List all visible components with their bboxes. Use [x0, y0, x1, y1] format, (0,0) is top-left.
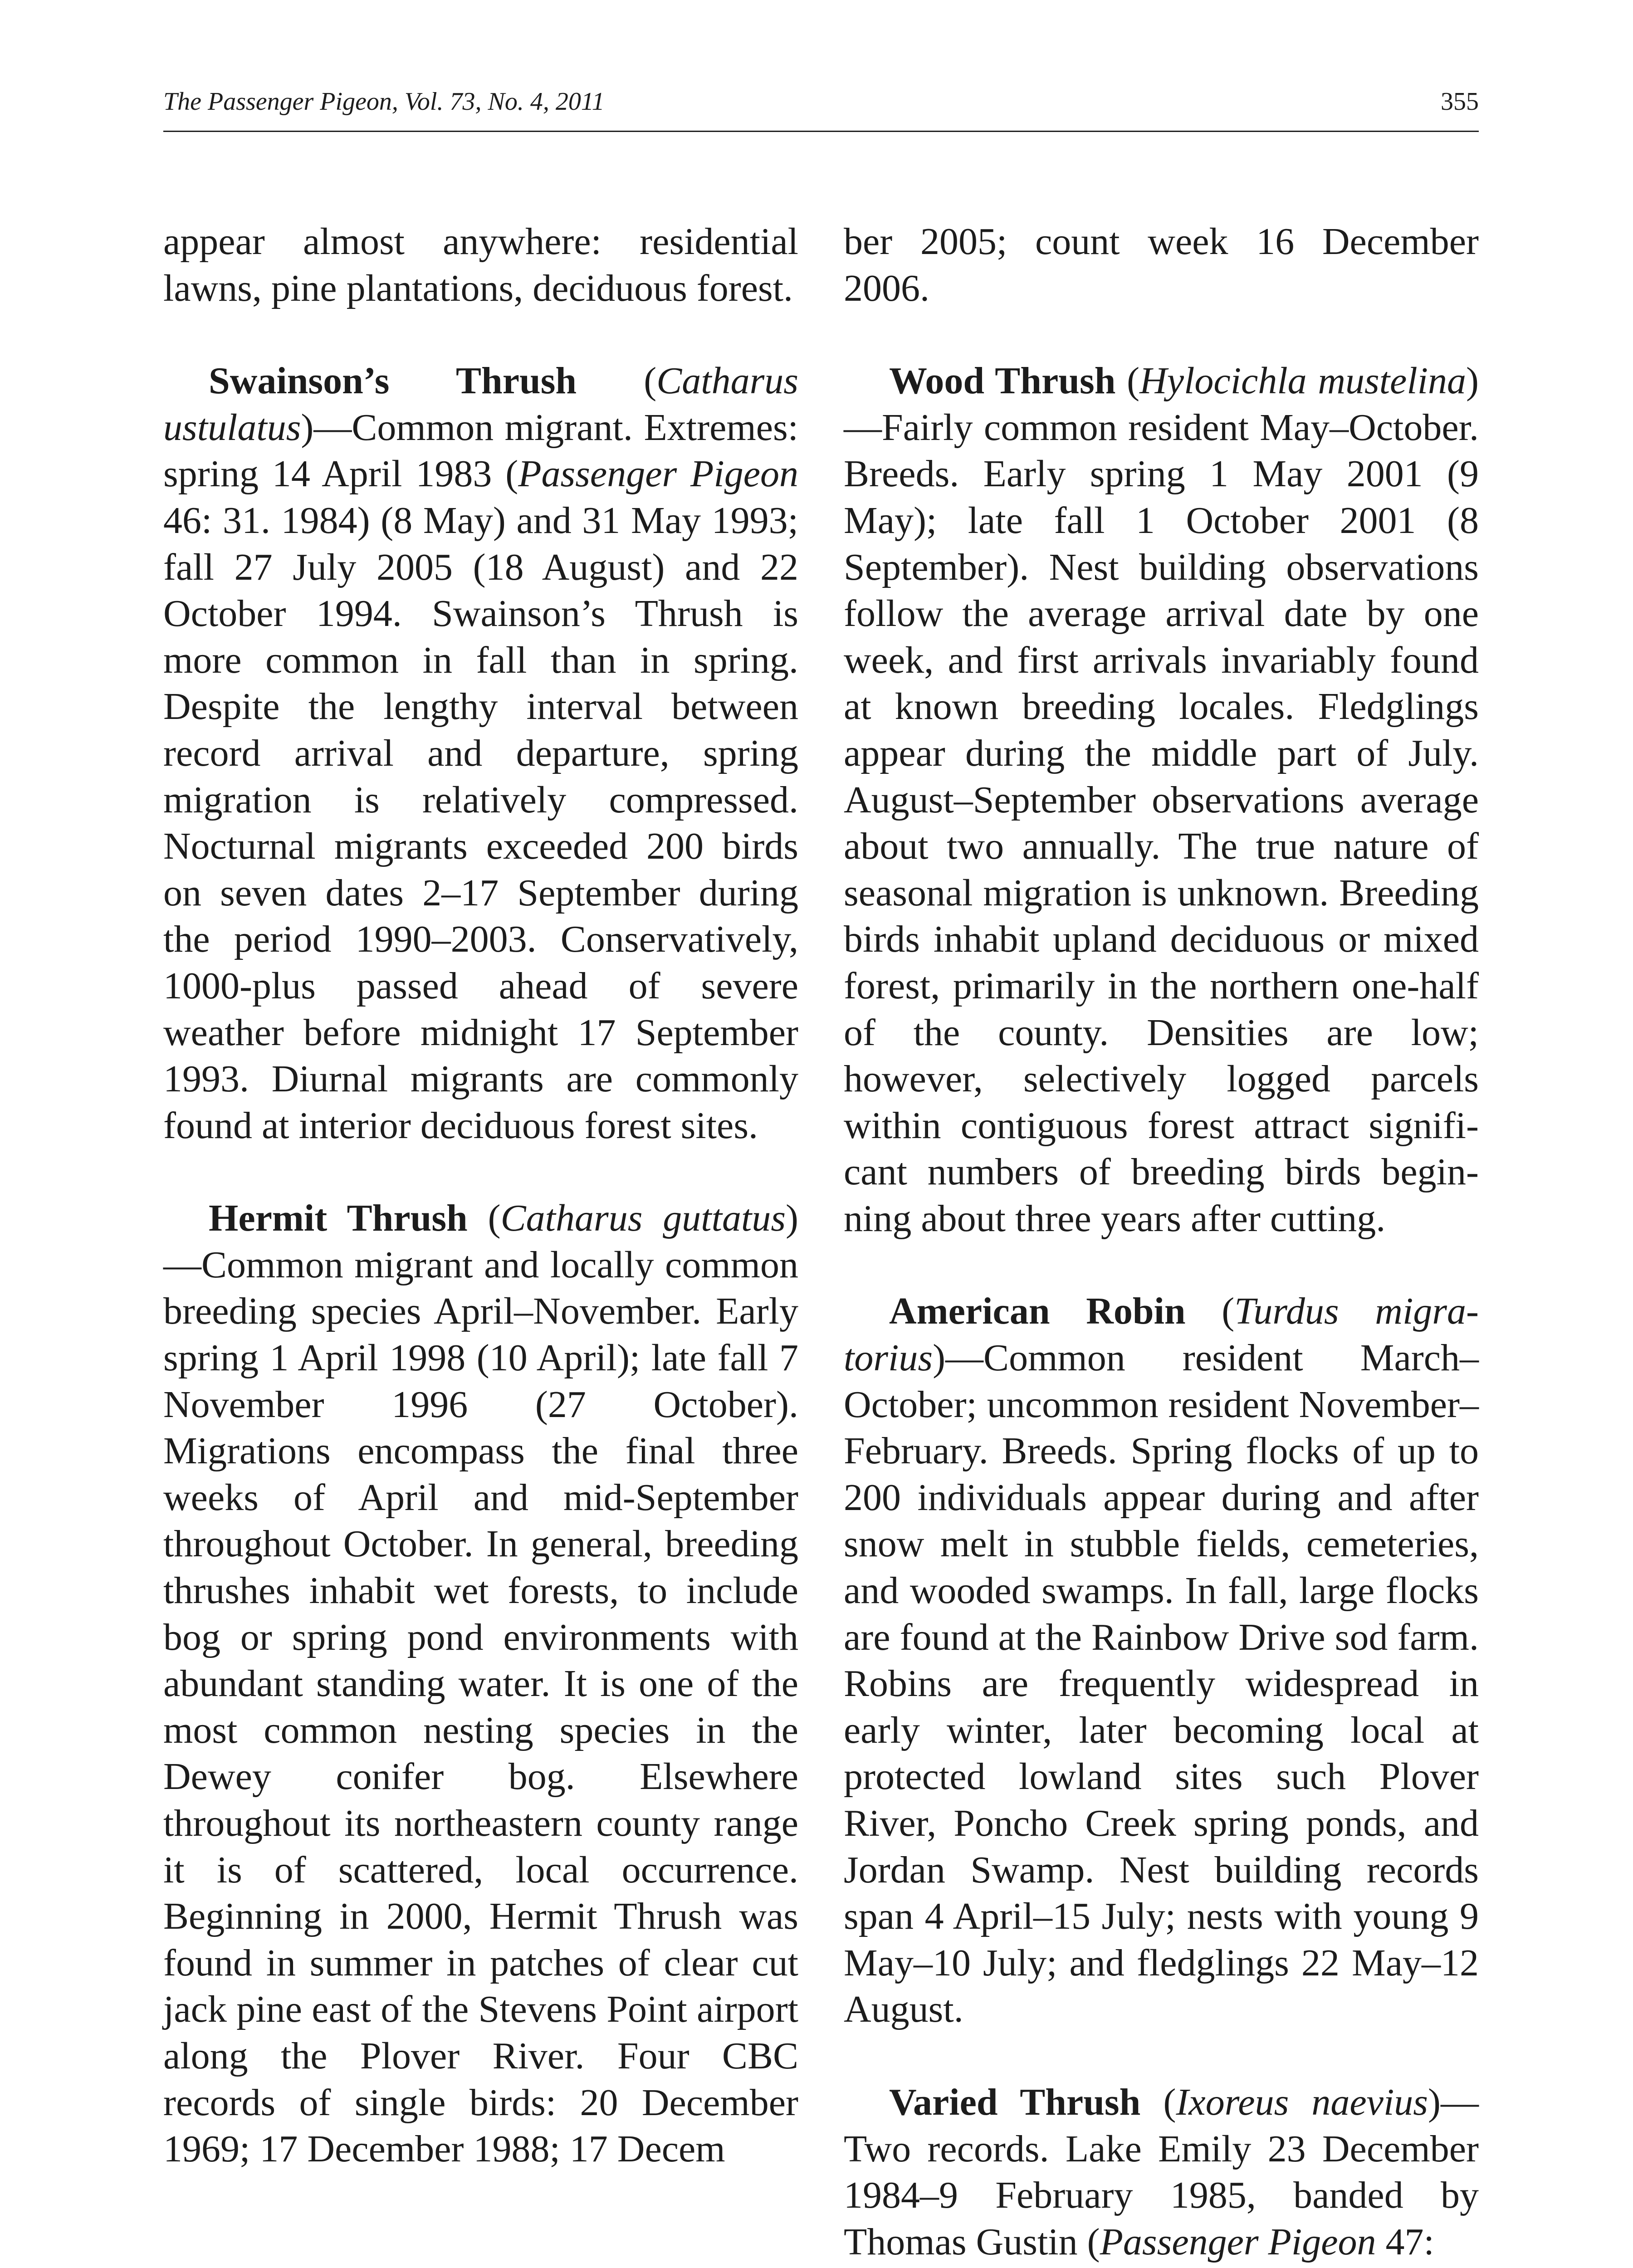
scientific-open: ( — [1115, 360, 1140, 402]
scientific-name: Catharus guttatus — [500, 1197, 786, 1240]
entry-text: )—Fairly common resident May–October. Breeds. Early spring 1 May 2001 (9 May); late fall 1 October 2001 (8 September). Nest building observations follow the average arrival date by one week, and first arrivals invariably found at known breeding locales. Fledglings appear during the middle part of July. August–September observations average about two annually. The true nature of seasonal migration is unknown. Breeding birds inhabit upland deciduous or mixed forest, primarily in the northern one-half of the county. Densities are low; however, selectively logged parcels within contiguous forest attract significant numbers of breeding birds beginning about three years after cutting. — [844, 360, 1479, 1240]
journal-title: The Passenger Pigeon, Vol. 73, No. 4, 2011 — [163, 88, 605, 116]
entry-text: )—Common resident March–October; uncommon resident November–February. Breeds. Spring flocks of up to 200 individuals appear during and after snow melt in stubble fields, cemeteries, and wooded swamps. In fall, large flocks are found at the Rainbow Drive sod farm. Robins are frequently widespread in early winter, later becoming local at protected lowland sites such Plover River, Poncho Creek spring ponds, and Jordan Swamp. Nest building records span 4 April–15 July; nests with young 9 May–10 July; and fledglings 22 May–12 August. — [844, 1337, 1479, 2031]
scientific-name: Turdus migratorius — [844, 1290, 1479, 1379]
scientific-open: ( — [577, 360, 657, 402]
species-name: American Robin — [889, 1290, 1186, 1333]
species-name: Varied Thrush — [889, 2081, 1141, 2123]
species-entry-american-robin — [844, 1288, 1479, 2033]
species-name: Hermit Thrush — [209, 1197, 468, 1240]
entry-text: 46: 31. 1984) (8 May) and 31 May 1993; fall 27 July 2005 (18 August) and 22 October 1994. Swainson’s Thrush is more common in fall than in spring. Despite the lengthy interval between record arrival and departure, spring migration is relatively compressed. Nocturnal migrants exceeded 200 birds on seven dates 2–17 September during the period 1990–2003. Conservatively, 1000-plus passed ahead of severe weather before midnight 17 September 1993. Diurnal migrants are commonly found at interior deciduous forest sites. — [163, 499, 798, 1147]
entry-text: 47: — [1376, 2220, 1434, 2263]
scientific-name: Ixoreus naevius — [1176, 2081, 1428, 2123]
entry-text: )—Common migrant and locally common breeding species April–November. Early spring 1 April 1998 (10 April); late fall 7 November 1996 (27 October). Migrations encompass the final three weeks of April and mid-September throughout October. In general, breeding thrushes inhabit wet forests, to include bog or spring pond environments with abundant standing water. It is one of the most common nesting species in the Dewey conifer bog. Elsewhere throughout its northeastern county range it is of scattered, local occurrence. Beginning in 2000, Hermit Thrush was found in summer in patches of clear cut jack pine east of the Stevens Point airport along the Plover River. Four CBC records of single birds: 20 December 1969; 17 December 1988; 17 Decem — [163, 1197, 798, 2170]
citation: Passenger Pigeon — [518, 453, 798, 495]
species-name: Wood Thrush — [889, 360, 1116, 402]
species-entry-wood-thrush — [844, 358, 1479, 1242]
entry-text: )—Two records. Lake Emily 23 December 1984–9 February 1985, banded by Thomas Gustin ( — [844, 2081, 1479, 2263]
entry-text: )—Common migrant. Extremes: spring 14 April 1983 ( — [163, 406, 798, 495]
scientific-open: ( — [1185, 1290, 1235, 1333]
citation: Passenger Pigeon — [1100, 2220, 1376, 2263]
species-entry-swainsons-thrush — [163, 358, 798, 1149]
scientific-name: Catharus ustulatus — [163, 360, 798, 449]
species-name: Swainson’s Thrush — [209, 360, 577, 402]
scientific-open: ( — [1140, 2081, 1176, 2123]
scientific-open: ( — [467, 1197, 501, 1240]
scientific-name: Hylocichla mustelina — [1139, 360, 1467, 402]
species-entry-hermit-thrush — [163, 1195, 798, 2172]
continued-paragraph: ber 2005; count week 16 December 2006. — [844, 220, 1479, 309]
page-number: 355 — [1441, 88, 1479, 116]
right-column — [844, 219, 1479, 2265]
running-header — [163, 89, 1479, 132]
continued-paragraph: appear almost anywhere: residential lawns, pine plantations, deciduous forest. — [163, 220, 798, 309]
left-column — [163, 219, 798, 2173]
species-entry-varied-thrush — [844, 2079, 1479, 2265]
